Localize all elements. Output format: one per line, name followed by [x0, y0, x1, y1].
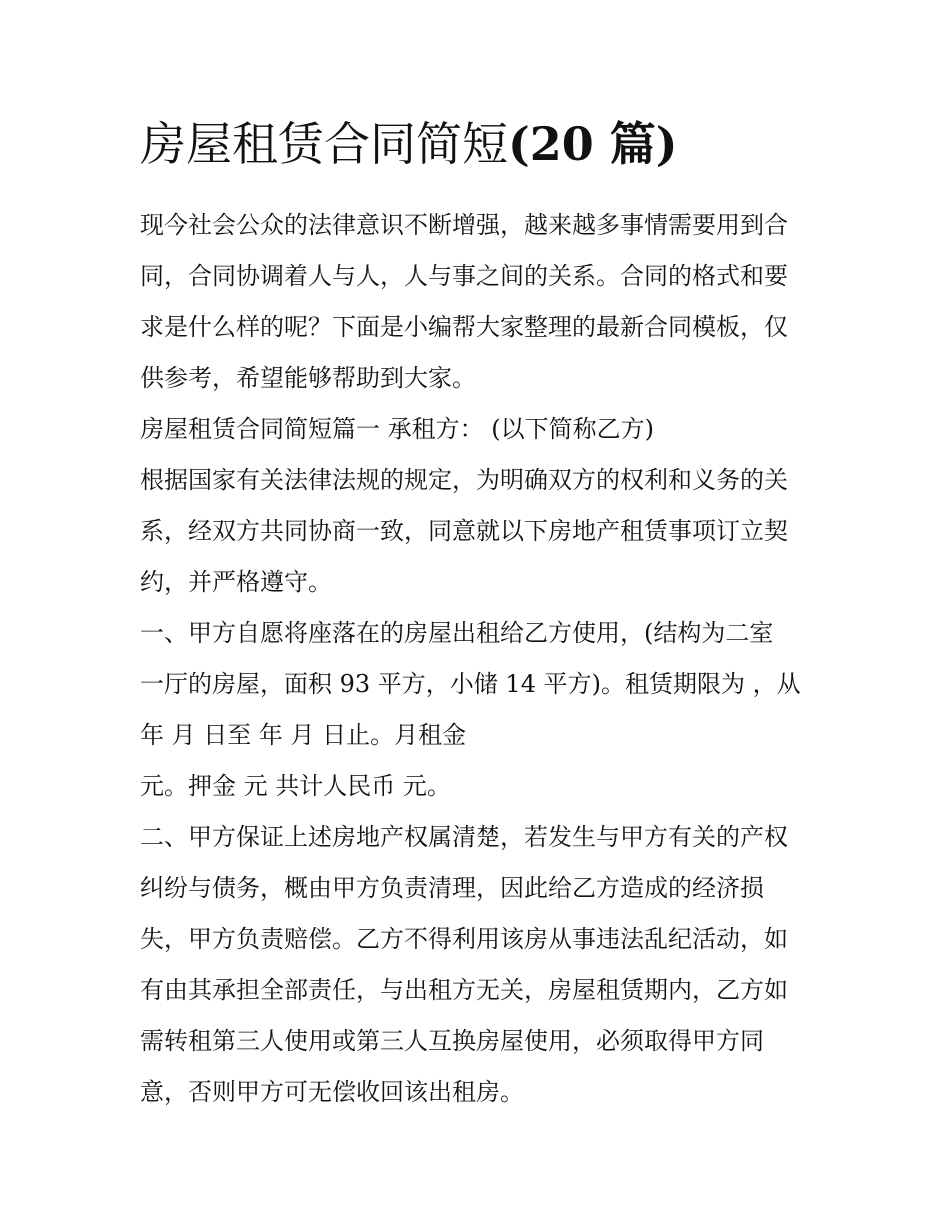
clause-one-line: 元。押金 元 共计人民币 元。 — [140, 772, 451, 800]
text-line: 根据国家有关法律法规的规定，为明确双方的权利和义务的关 — [140, 466, 788, 494]
text-line: 供参考，希望能够帮助到大家。 — [140, 364, 476, 392]
text-line: 求是什么样的呢？下面是小编帮大家整理的最新合同模板，仅 — [140, 313, 788, 341]
clause-two-line: 失，甲方负责赔偿。乙方不得利用该房从事违法乱纪活动，如 — [140, 925, 788, 953]
clause-two-line: 意，否则甲方可无偿收回该出租房。 — [140, 1078, 524, 1106]
text-line: 现今社会公众的法律意识不断增强，越来越多事情需要用到合 — [140, 211, 788, 239]
section-heading: 房屋租赁合同简短篇一 承租方： (以下简称乙方) — [140, 415, 654, 443]
text-line: 约，并严格遵守。 — [140, 568, 332, 596]
clause-one-line: 一、甲方自愿将座落在的房屋出租给乙方使用，(结构为二室 — [140, 619, 774, 647]
document-body — [140, 200, 820, 1118]
text-line: 系，经双方共同协商一致，同意就以下房地产租赁事项订立契 — [140, 517, 788, 545]
clause-one-line: 年 月 日至 年 月 日止。月租金 — [140, 721, 467, 749]
title-text: 房屋租赁合同简短 — [140, 117, 508, 171]
document-title — [140, 112, 820, 176]
clause-two-line: 需转租第三人使用或第三人互换房屋使用，必须取得甲方同 — [140, 1027, 764, 1055]
clause-one-line: 一厅的房屋，面积 93 平方，小储 14 平方)。租赁期限为 ，从 — [140, 670, 801, 698]
title-count: (20 篇) — [508, 117, 678, 171]
clause-two-line: 纠纷与债务，概由甲方负责清理，因此给乙方造成的经济损 — [140, 874, 764, 902]
clause-two-line: 二、甲方保证上述房地产权属清楚，若发生与甲方有关的产权 — [140, 823, 788, 851]
text-line: 同，合同协调着人与人，人与事之间的关系。合同的格式和要 — [140, 262, 788, 290]
clause-two-line: 有由其承担全部责任，与出租方无关，房屋租赁期内，乙方如 — [140, 976, 788, 1004]
